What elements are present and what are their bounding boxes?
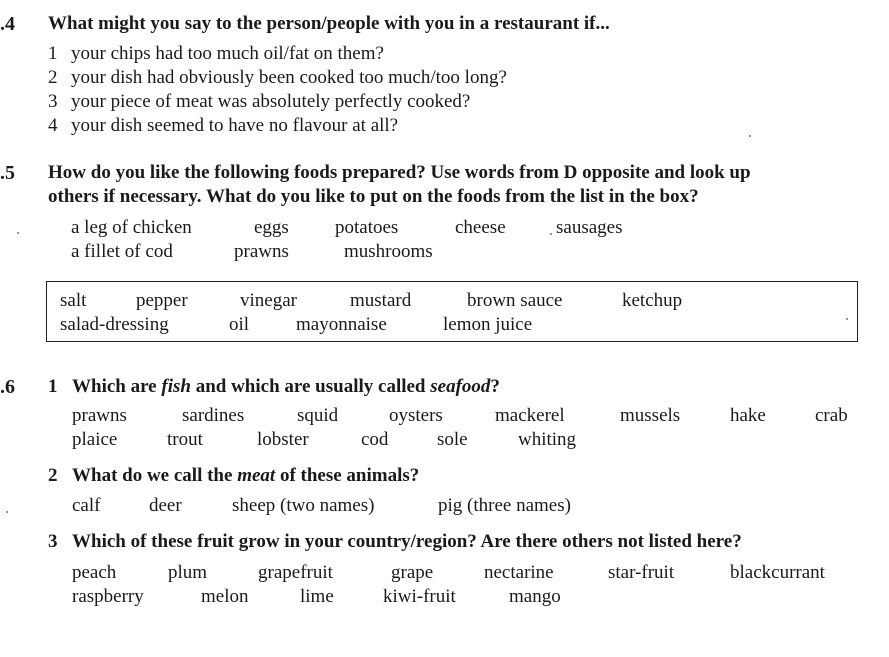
word-item: deer xyxy=(149,495,182,516)
exercise-6-question-1 xyxy=(72,377,500,396)
list-item: your dish had obviously been cooked too much/too long? xyxy=(71,67,507,88)
exercise-6-question-3: Which of these fruit grow in your country/region? Are there others not listed here? xyxy=(72,531,742,552)
question-text: and which are usually called xyxy=(190,376,431,397)
word-item: mango xyxy=(509,586,561,607)
exercise-6-question-2 xyxy=(72,466,419,485)
word-item: plum xyxy=(168,562,208,583)
list-item-number: 3 xyxy=(48,91,58,112)
food-item: prawns xyxy=(234,241,289,262)
box-word: ketchup xyxy=(622,290,683,311)
word-item: prawns xyxy=(72,405,127,426)
print-speck xyxy=(846,318,848,320)
word-item: blackcurrant xyxy=(730,562,825,583)
food-item: sausages xyxy=(556,217,623,238)
word-item: oysters xyxy=(389,405,443,426)
word-item: plaice xyxy=(72,429,118,450)
exercise-4-question: What might you say to the person/people with you in a restaurant if... xyxy=(48,13,610,34)
exercise-5-question-line-2: others if necessary. What do you like to put on the foods from the list in the box? xyxy=(48,186,699,207)
box-word: lemon juice xyxy=(443,314,533,335)
word-item: sheep (two names) xyxy=(232,495,375,516)
word-item: crab xyxy=(815,405,848,426)
word-item: grapefruit xyxy=(258,562,333,583)
box-word: salt xyxy=(60,290,87,311)
list-item-number: 1 xyxy=(48,43,58,64)
box-word: brown sauce xyxy=(467,290,563,311)
word-item: trout xyxy=(167,429,203,450)
print-speck xyxy=(6,511,8,513)
question-text: What do we call the xyxy=(72,465,238,486)
word-item: hake xyxy=(730,405,766,426)
question-number: 2 xyxy=(48,465,58,486)
food-item: a leg of chicken xyxy=(71,217,192,238)
exercise-number-4: .4 xyxy=(0,13,15,35)
food-item: a fillet of cod xyxy=(71,241,173,262)
word-item: raspberry xyxy=(72,586,144,607)
box-word: pepper xyxy=(136,290,188,311)
print-speck xyxy=(550,233,552,235)
emphasis-fish: fish xyxy=(161,376,191,397)
box-word: vinegar xyxy=(240,290,297,311)
emphasis-seafood: seafood xyxy=(430,376,491,397)
word-item: sole xyxy=(437,429,468,450)
question-number: 3 xyxy=(48,531,58,552)
word-item: whiting xyxy=(518,429,577,450)
word-item: mackerel xyxy=(495,405,565,426)
word-item: squid xyxy=(297,405,339,426)
food-item: eggs xyxy=(254,217,289,238)
list-item: your chips had too much oil/fat on them? xyxy=(71,43,384,64)
question-number: 1 xyxy=(48,376,58,397)
emphasis-meat: meat xyxy=(237,465,276,486)
box-word: salad-dressing xyxy=(60,314,169,335)
list-item-number: 2 xyxy=(48,67,58,88)
word-item: sardines xyxy=(182,405,245,426)
box-word: mayonnaise xyxy=(296,314,387,335)
box-word: mustard xyxy=(350,290,412,311)
word-item: melon xyxy=(201,586,249,607)
food-item: mushrooms xyxy=(344,241,433,262)
exercise-number-6: .6 xyxy=(0,376,15,398)
list-item-number: 4 xyxy=(48,115,58,136)
box-word: oil xyxy=(229,314,250,335)
question-text: ? xyxy=(490,376,500,397)
word-item: kiwi-fruit xyxy=(383,586,456,607)
word-item: mussels xyxy=(620,405,681,426)
word-item: pig (three names) xyxy=(438,495,571,516)
word-item: calf xyxy=(72,495,101,516)
question-text: Which are xyxy=(72,376,162,397)
list-item: your piece of meat was absolutely perfectly cooked? xyxy=(71,91,471,112)
word-item: cod xyxy=(361,429,389,450)
print-speck xyxy=(749,135,751,137)
print-speck xyxy=(17,232,19,234)
food-item: cheese xyxy=(455,217,506,238)
exercise-5-question-line-1: How do you like the following foods prepared? Use words from D opposite and look up xyxy=(48,162,751,183)
word-item: nectarine xyxy=(484,562,554,583)
exercise-number-5: .5 xyxy=(0,162,15,184)
word-item: lime xyxy=(300,586,334,607)
word-item: star-fruit xyxy=(608,562,675,583)
word-item: grape xyxy=(391,562,434,583)
word-item: peach xyxy=(72,562,117,583)
food-item: potatoes xyxy=(335,217,399,238)
question-text: of these animals? xyxy=(275,465,420,486)
word-item: lobster xyxy=(257,429,309,450)
list-item: your dish seemed to have no flavour at all? xyxy=(71,115,399,136)
